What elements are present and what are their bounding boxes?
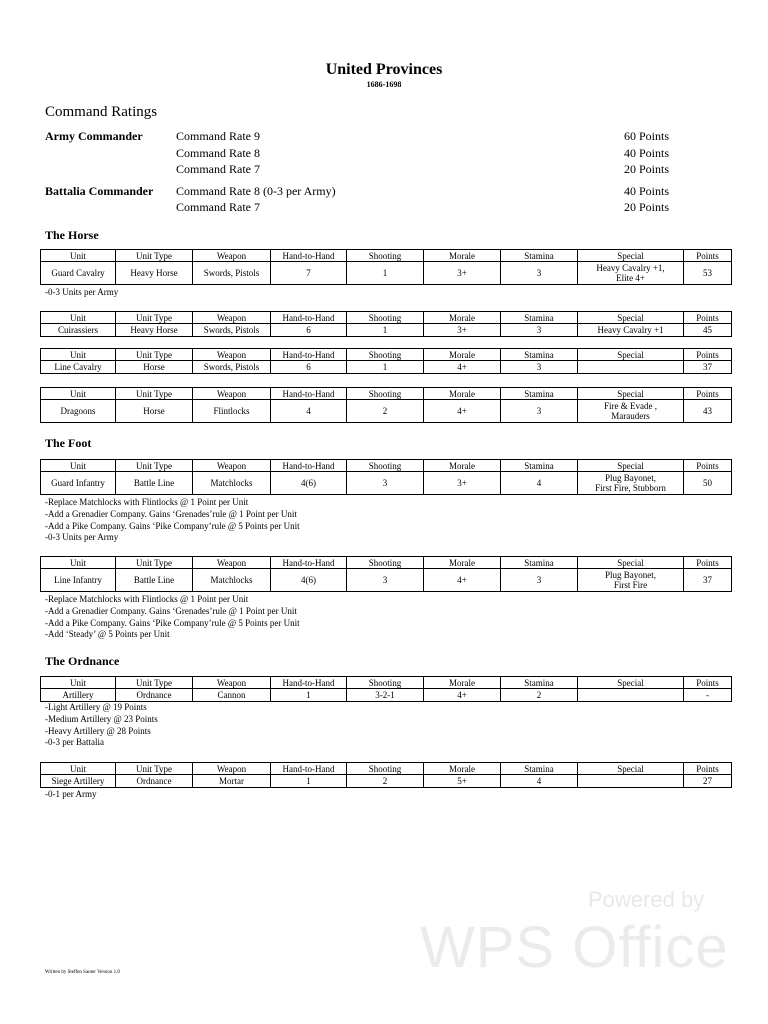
- column-header: Hand-to-Hand: [271, 388, 347, 400]
- section-foot-heading: The Foot: [45, 436, 92, 450]
- table-header-row: [41, 677, 732, 689]
- table-header-row: [41, 460, 732, 472]
- table-cell: Ordnance: [116, 689, 193, 702]
- table-cell: 37: [684, 361, 732, 374]
- table-cell: [578, 361, 684, 374]
- column-header: Special: [578, 312, 684, 324]
- army-rate-9: Command Rate 9: [176, 129, 260, 143]
- table-cell: 4+: [424, 400, 501, 423]
- column-header: Special: [578, 460, 684, 472]
- table-row: [41, 400, 732, 423]
- table-cell: 2: [501, 689, 578, 702]
- column-header: Points: [684, 349, 732, 361]
- column-header: Hand-to-Hand: [271, 557, 347, 569]
- table-cell: Guard Infantry: [41, 472, 116, 495]
- unit-table: [40, 387, 732, 423]
- column-header: Shooting: [347, 460, 424, 472]
- unit-note: -Replace Matchlocks with Flintlocks @ 1 Point per Unit: [45, 594, 249, 604]
- column-header: Unit: [41, 388, 116, 400]
- table-cell: 2: [347, 775, 424, 788]
- column-header: Special: [578, 349, 684, 361]
- column-header: Points: [684, 763, 732, 775]
- column-header: Stamina: [501, 250, 578, 262]
- unit-note: -Light Artillery @ 19 Points: [45, 702, 147, 712]
- unit-table: [40, 459, 732, 495]
- column-header: Unit: [41, 763, 116, 775]
- column-header: Shooting: [347, 388, 424, 400]
- unit-table: [40, 762, 732, 788]
- unit-note: -Heavy Artillery @ 28 Points: [45, 725, 151, 736]
- column-header: Morale: [424, 460, 501, 472]
- table-cell: 4+: [424, 361, 501, 374]
- table-cell: Heavy Horse: [116, 262, 193, 285]
- page-subtitle: 1686-1698: [366, 80, 402, 89]
- army-rate-8: Command Rate 8: [176, 146, 260, 160]
- table-cell: 37: [684, 569, 732, 592]
- army-rate-7-points: 20 Points: [624, 162, 670, 176]
- table-cell: Fire & Evade , Marauders: [578, 400, 684, 423]
- table-cell: 1: [347, 361, 424, 374]
- army-commander-label: Army Commander: [45, 129, 143, 143]
- table-cell: 6: [271, 361, 347, 374]
- table-cell: Dragoons: [41, 400, 116, 423]
- unit-note: -0-3 per Battalia: [45, 737, 104, 748]
- table-cell: 1: [271, 689, 347, 702]
- table-cell: 3: [501, 400, 578, 423]
- table-cell: 45: [684, 324, 732, 337]
- table-row: [41, 775, 732, 788]
- table-cell: 3: [501, 569, 578, 592]
- table-cell: Heavy Cavalry +1: [578, 324, 684, 337]
- table-row: [41, 472, 732, 495]
- column-header: Unit Type: [116, 677, 193, 689]
- column-header: Unit Type: [116, 460, 193, 472]
- page-title: United Provinces: [325, 61, 443, 78]
- table-cell: Line Cavalry: [41, 361, 116, 374]
- column-header: Shooting: [347, 312, 424, 324]
- army-rate-8-points: 40 Points: [624, 146, 670, 160]
- column-header: Morale: [424, 312, 501, 324]
- watermark-powered-by: Powered by: [588, 887, 705, 912]
- column-header: Unit Type: [116, 250, 193, 262]
- table-cell: 1: [271, 775, 347, 788]
- table-cell: 43: [684, 400, 732, 423]
- table-cell: 4: [501, 775, 578, 788]
- column-header: Unit: [41, 677, 116, 689]
- table-header-row: [41, 349, 732, 361]
- column-header: Hand-to-Hand: [271, 677, 347, 689]
- column-header: Special: [578, 388, 684, 400]
- column-header: Hand-to-Hand: [271, 250, 347, 262]
- table-cell: Battle Line: [116, 569, 193, 592]
- table-cell: Swords, Pistols: [193, 262, 271, 285]
- table-cell: Line Infantry: [41, 569, 116, 592]
- column-header: Morale: [424, 557, 501, 569]
- command-ratings-heading: Command Ratings: [45, 104, 158, 120]
- unit-note: -Add a Grenadier Company. Gains ‘Grenades’rule @ 1 Point per Unit: [45, 605, 297, 616]
- table-cell: 3+: [424, 262, 501, 285]
- table-cell: 5+: [424, 775, 501, 788]
- army-rate-9-points: 60 Points: [624, 129, 670, 143]
- table-cell: Heavy Cavalry +1, Elite 4+: [578, 262, 684, 285]
- column-header: Points: [684, 250, 732, 262]
- column-header: Weapon: [193, 677, 271, 689]
- battalia-rate-7: Command Rate 7: [176, 200, 260, 214]
- column-header: Unit Type: [116, 763, 193, 775]
- column-header: Points: [684, 677, 732, 689]
- table-cell: Plug Bayonet, First Fire: [578, 569, 684, 592]
- column-header: Morale: [424, 388, 501, 400]
- table-row: [41, 262, 732, 285]
- table-cell: 4+: [424, 569, 501, 592]
- column-header: Morale: [424, 763, 501, 775]
- table-cell: Swords, Pistols: [193, 324, 271, 337]
- column-header: Shooting: [347, 250, 424, 262]
- army-rate-7: Command Rate 7: [176, 162, 260, 176]
- unit-note: -Add ‘Steady’ @ 5 Points per Unit: [45, 629, 170, 640]
- unit-table: [40, 311, 732, 337]
- table-cell: 3+: [424, 324, 501, 337]
- column-header: Weapon: [193, 460, 271, 472]
- table-cell: 50: [684, 472, 732, 495]
- column-header: Unit Type: [116, 557, 193, 569]
- column-header: Unit: [41, 557, 116, 569]
- section-horse-heading: The Horse: [45, 228, 99, 242]
- column-header: Special: [578, 763, 684, 775]
- column-header: Unit: [41, 460, 116, 472]
- table-cell: Artillery: [41, 689, 116, 702]
- column-header: Unit: [41, 250, 116, 262]
- table-cell: 3: [501, 262, 578, 285]
- unit-note: -Medium Artillery @ 23 Points: [45, 713, 158, 724]
- column-header: Unit: [41, 312, 116, 324]
- unit-table: [40, 556, 732, 592]
- column-header: Stamina: [501, 388, 578, 400]
- table-cell: Heavy Horse: [116, 324, 193, 337]
- table-cell: Cannon: [193, 689, 271, 702]
- column-header: Special: [578, 557, 684, 569]
- column-header: Unit Type: [116, 388, 193, 400]
- column-header: Hand-to-Hand: [271, 460, 347, 472]
- column-header: Stamina: [501, 763, 578, 775]
- column-header: Shooting: [347, 349, 424, 361]
- column-header: Unit: [41, 349, 116, 361]
- column-header: Points: [684, 557, 732, 569]
- unit-note: -Add a Pike Company. Gains ‘Pike Company’rule @ 5 Points per Unit: [45, 617, 300, 628]
- table-cell: Plug Bayonet, First Fire, Stubborn: [578, 472, 684, 495]
- unit-note: -Add a Grenadier Company. Gains ‘Grenades’rule @ 1 Point per Unit: [45, 508, 297, 519]
- column-header: Shooting: [347, 557, 424, 569]
- table-cell: Matchlocks: [193, 472, 271, 495]
- unit-table: [40, 676, 732, 702]
- column-header: Unit Type: [116, 349, 193, 361]
- column-header: Shooting: [347, 763, 424, 775]
- table-cell: [578, 689, 684, 702]
- column-header: Hand-to-Hand: [271, 763, 347, 775]
- column-header: Stamina: [501, 460, 578, 472]
- unit-note: -0-3 Units per Army: [45, 532, 119, 543]
- column-header: Morale: [424, 677, 501, 689]
- table-cell: 2: [347, 400, 424, 423]
- table-cell: 3: [501, 324, 578, 337]
- table-header-row: [41, 763, 732, 775]
- table-cell: 3: [501, 361, 578, 374]
- column-header: Morale: [424, 349, 501, 361]
- table-header-row: [41, 312, 732, 324]
- column-header: Stamina: [501, 349, 578, 361]
- column-header: Unit Type: [116, 312, 193, 324]
- unit-note: -Replace Matchlocks with Flintlocks @ 1 Point per Unit: [45, 497, 249, 507]
- column-header: Weapon: [193, 763, 271, 775]
- unit-note: -0-3 Units per Army: [45, 287, 119, 297]
- column-header: Weapon: [193, 388, 271, 400]
- column-header: Weapon: [193, 557, 271, 569]
- table-cell: 3: [347, 569, 424, 592]
- unit-table: [40, 348, 732, 374]
- table-cell: 4: [271, 400, 347, 423]
- column-header: Stamina: [501, 312, 578, 324]
- table-cell: Horse: [116, 400, 193, 423]
- table-cell: 4: [501, 472, 578, 495]
- table-cell: 53: [684, 262, 732, 285]
- unit-table: [40, 249, 732, 285]
- table-cell: -: [684, 689, 732, 702]
- table-cell: 3+: [424, 472, 501, 495]
- table-row: [41, 689, 732, 702]
- table-row: [41, 569, 732, 592]
- table-cell: 3-2-1: [347, 689, 424, 702]
- table-row: [41, 361, 732, 374]
- section-ordnance-heading: The Ordnance: [45, 654, 120, 668]
- column-header: Morale: [424, 250, 501, 262]
- unit-note: -Add a Pike Company. Gains ‘Pike Company’rule @ 5 Points per Unit: [45, 520, 300, 531]
- watermark-brand: WPS Office: [420, 915, 729, 980]
- column-header: Points: [684, 388, 732, 400]
- battalia-commander-label: Battalia Commander: [45, 184, 154, 198]
- column-header: Weapon: [193, 250, 271, 262]
- unit-note: -0-1 per Army: [45, 789, 97, 799]
- table-cell: Flintlocks: [193, 400, 271, 423]
- column-header: Special: [578, 250, 684, 262]
- battalia-rate-8: Command Rate 8 (0-3 per Army): [176, 184, 336, 198]
- table-cell: 4(6): [271, 569, 347, 592]
- table-cell: 4+: [424, 689, 501, 702]
- table-header-row: [41, 250, 732, 262]
- table-cell: 1: [347, 324, 424, 337]
- table-row: [41, 324, 732, 337]
- table-cell: 3: [347, 472, 424, 495]
- table-cell: Swords, Pistols: [193, 361, 271, 374]
- column-header: Weapon: [193, 312, 271, 324]
- table-cell: Mortar: [193, 775, 271, 788]
- table-cell: Guard Cavalry: [41, 262, 116, 285]
- column-header: Shooting: [347, 677, 424, 689]
- battalia-rate-8-points: 40 Points: [624, 184, 670, 198]
- battalia-rate-7-points: 20 Points: [624, 200, 670, 214]
- table-header-row: [41, 557, 732, 569]
- table-cell: Cuirassiers: [41, 324, 116, 337]
- column-header: Stamina: [501, 677, 578, 689]
- table-cell: 4(6): [271, 472, 347, 495]
- column-header: Weapon: [193, 349, 271, 361]
- column-header: Points: [684, 312, 732, 324]
- table-cell: Battle Line: [116, 472, 193, 495]
- column-header: Special: [578, 677, 684, 689]
- table-cell: [578, 775, 684, 788]
- column-header: Points: [684, 460, 732, 472]
- table-cell: 27: [684, 775, 732, 788]
- table-cell: Siege Artillery: [41, 775, 116, 788]
- footer-credit: Written by Steffen Sauter Version 1.0: [45, 970, 120, 975]
- column-header: Stamina: [501, 557, 578, 569]
- column-header: Hand-to-Hand: [271, 349, 347, 361]
- table-cell: 1: [347, 262, 424, 285]
- table-cell: 6: [271, 324, 347, 337]
- table-header-row: [41, 388, 732, 400]
- column-header: Hand-to-Hand: [271, 312, 347, 324]
- table-cell: Horse: [116, 361, 193, 374]
- table-cell: Matchlocks: [193, 569, 271, 592]
- table-cell: 7: [271, 262, 347, 285]
- table-cell: Ordnance: [116, 775, 193, 788]
